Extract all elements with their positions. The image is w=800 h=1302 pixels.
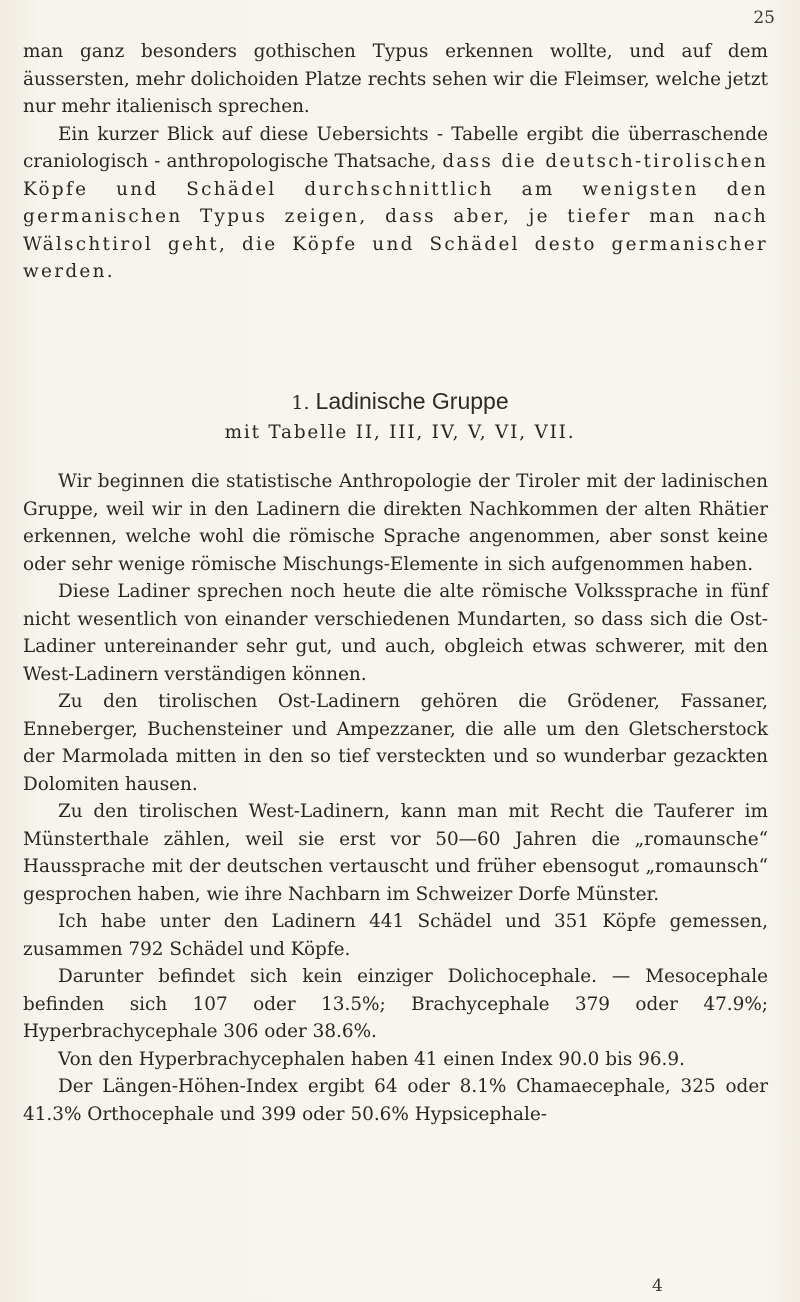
body-paragraph-4: Zu den tirolischen West-Ladinern, kann man mit Recht die Tauferer im Münsterthale zählen, weil sie erst vor 50—60 Jahren die „romaunsche“ Haussprache mit der deutschen vertauscht und früher ebensogut „romaunsch“ gesprochen haben, wie ihre Nachbarn im Schweizer Dorfe Münster.: [23, 801, 768, 905]
intro-paragraph-2-lead: Ein kurzer Blick auf diese Uebersichts - Tabelle ergibt die überraschende craniologisch - anthropologische Thatsache,: [23, 123, 768, 172]
body-paragraph-8: Der Längen-Höhen-Index ergibt 64 oder 8.1% Chamaecephale, 325 oder 41.3% Orthocephale und 399 oder 50.6% Hypsicephale-: [23, 1076, 768, 1125]
body-text: [23, 468, 768, 1128]
section-subtitle: mit Tabelle II, III, IV, V, VI, VII.: [224, 422, 576, 443]
intro-paragraph-1: man ganz besonders gothischen Typus erkennen wollte, und auf dem äussersten, mehr dolichoiden Platze rechts sehen wir die Fleimser, welche jetzt nur mehr italienisch sprechen.: [23, 41, 768, 117]
body-paragraph-6: Darunter befindet sich kein einziger Dolichocephale. — Mesocephale befinden sich 107 oder 13.5%; Brachycephale 379 oder 47.9%; Hyperbrachycephale 306 oder 38.6%.: [23, 966, 768, 1042]
body-paragraph-1: Wir beginnen die statistische Anthropologie der Tiroler mit der ladinischen Gruppe, weil wir in den Ladinern die direkten Nachkommen der alten Rhätier erkennen, welche wohl die römische Sprache angenommen, aber sonst keine oder sehr wenige römische Mischungs-Elemente in sich aufgenommen haben.: [23, 471, 768, 575]
intro-paragraph-2-emphasis: dass die deutsch-tirolischen Köpfe und Schädel durchschnittlich am wenigsten den germanischen Typus zeigen, dass aber, je tiefer man nach Wälschtirol geht, die Köpfe und Schädel desto germanischer werden.: [23, 151, 768, 282]
page-number: 25: [753, 8, 775, 28]
body-paragraph-7: Von den Hyperbrachycephalen haben 41 einen Index 90.0 bis 96.9.: [58, 1048, 685, 1070]
section-number: 1.: [291, 392, 310, 414]
body-paragraph-5: Ich habe unter den Ladinern 441 Schädel und 351 Köpfe gemessen, zusammen 792 Schädel und Köpfe.: [23, 911, 768, 960]
body-paragraph-3: Zu den tirolischen Ost-Ladinern gehören die Grödener, Fassaner, Enneberger, Buchensteiner und Ampezzaner, die alle um den Gletscherstock der Marmolada mitten in den so tief versteckten und so wunderbar gezackten Dolomiten hausen.: [23, 691, 768, 795]
section-title: Ladinische Gruppe: [315, 388, 509, 414]
intro-paragraph-2: [23, 121, 768, 286]
section-heading: [0, 386, 800, 418]
intro-text: [23, 38, 768, 286]
body-paragraph-2: Diese Ladiner sprechen noch heute die alte römische Volkssprache in fünf nicht wesentlich von einander verschiedenen Mundarten, so dass sich die Ost-Ladiner untereinander sehr gut, und auch, obgleich etwas schwerer, mit den West-Ladinern verständigen können.: [23, 581, 768, 685]
signature-mark: 4: [652, 1276, 663, 1296]
